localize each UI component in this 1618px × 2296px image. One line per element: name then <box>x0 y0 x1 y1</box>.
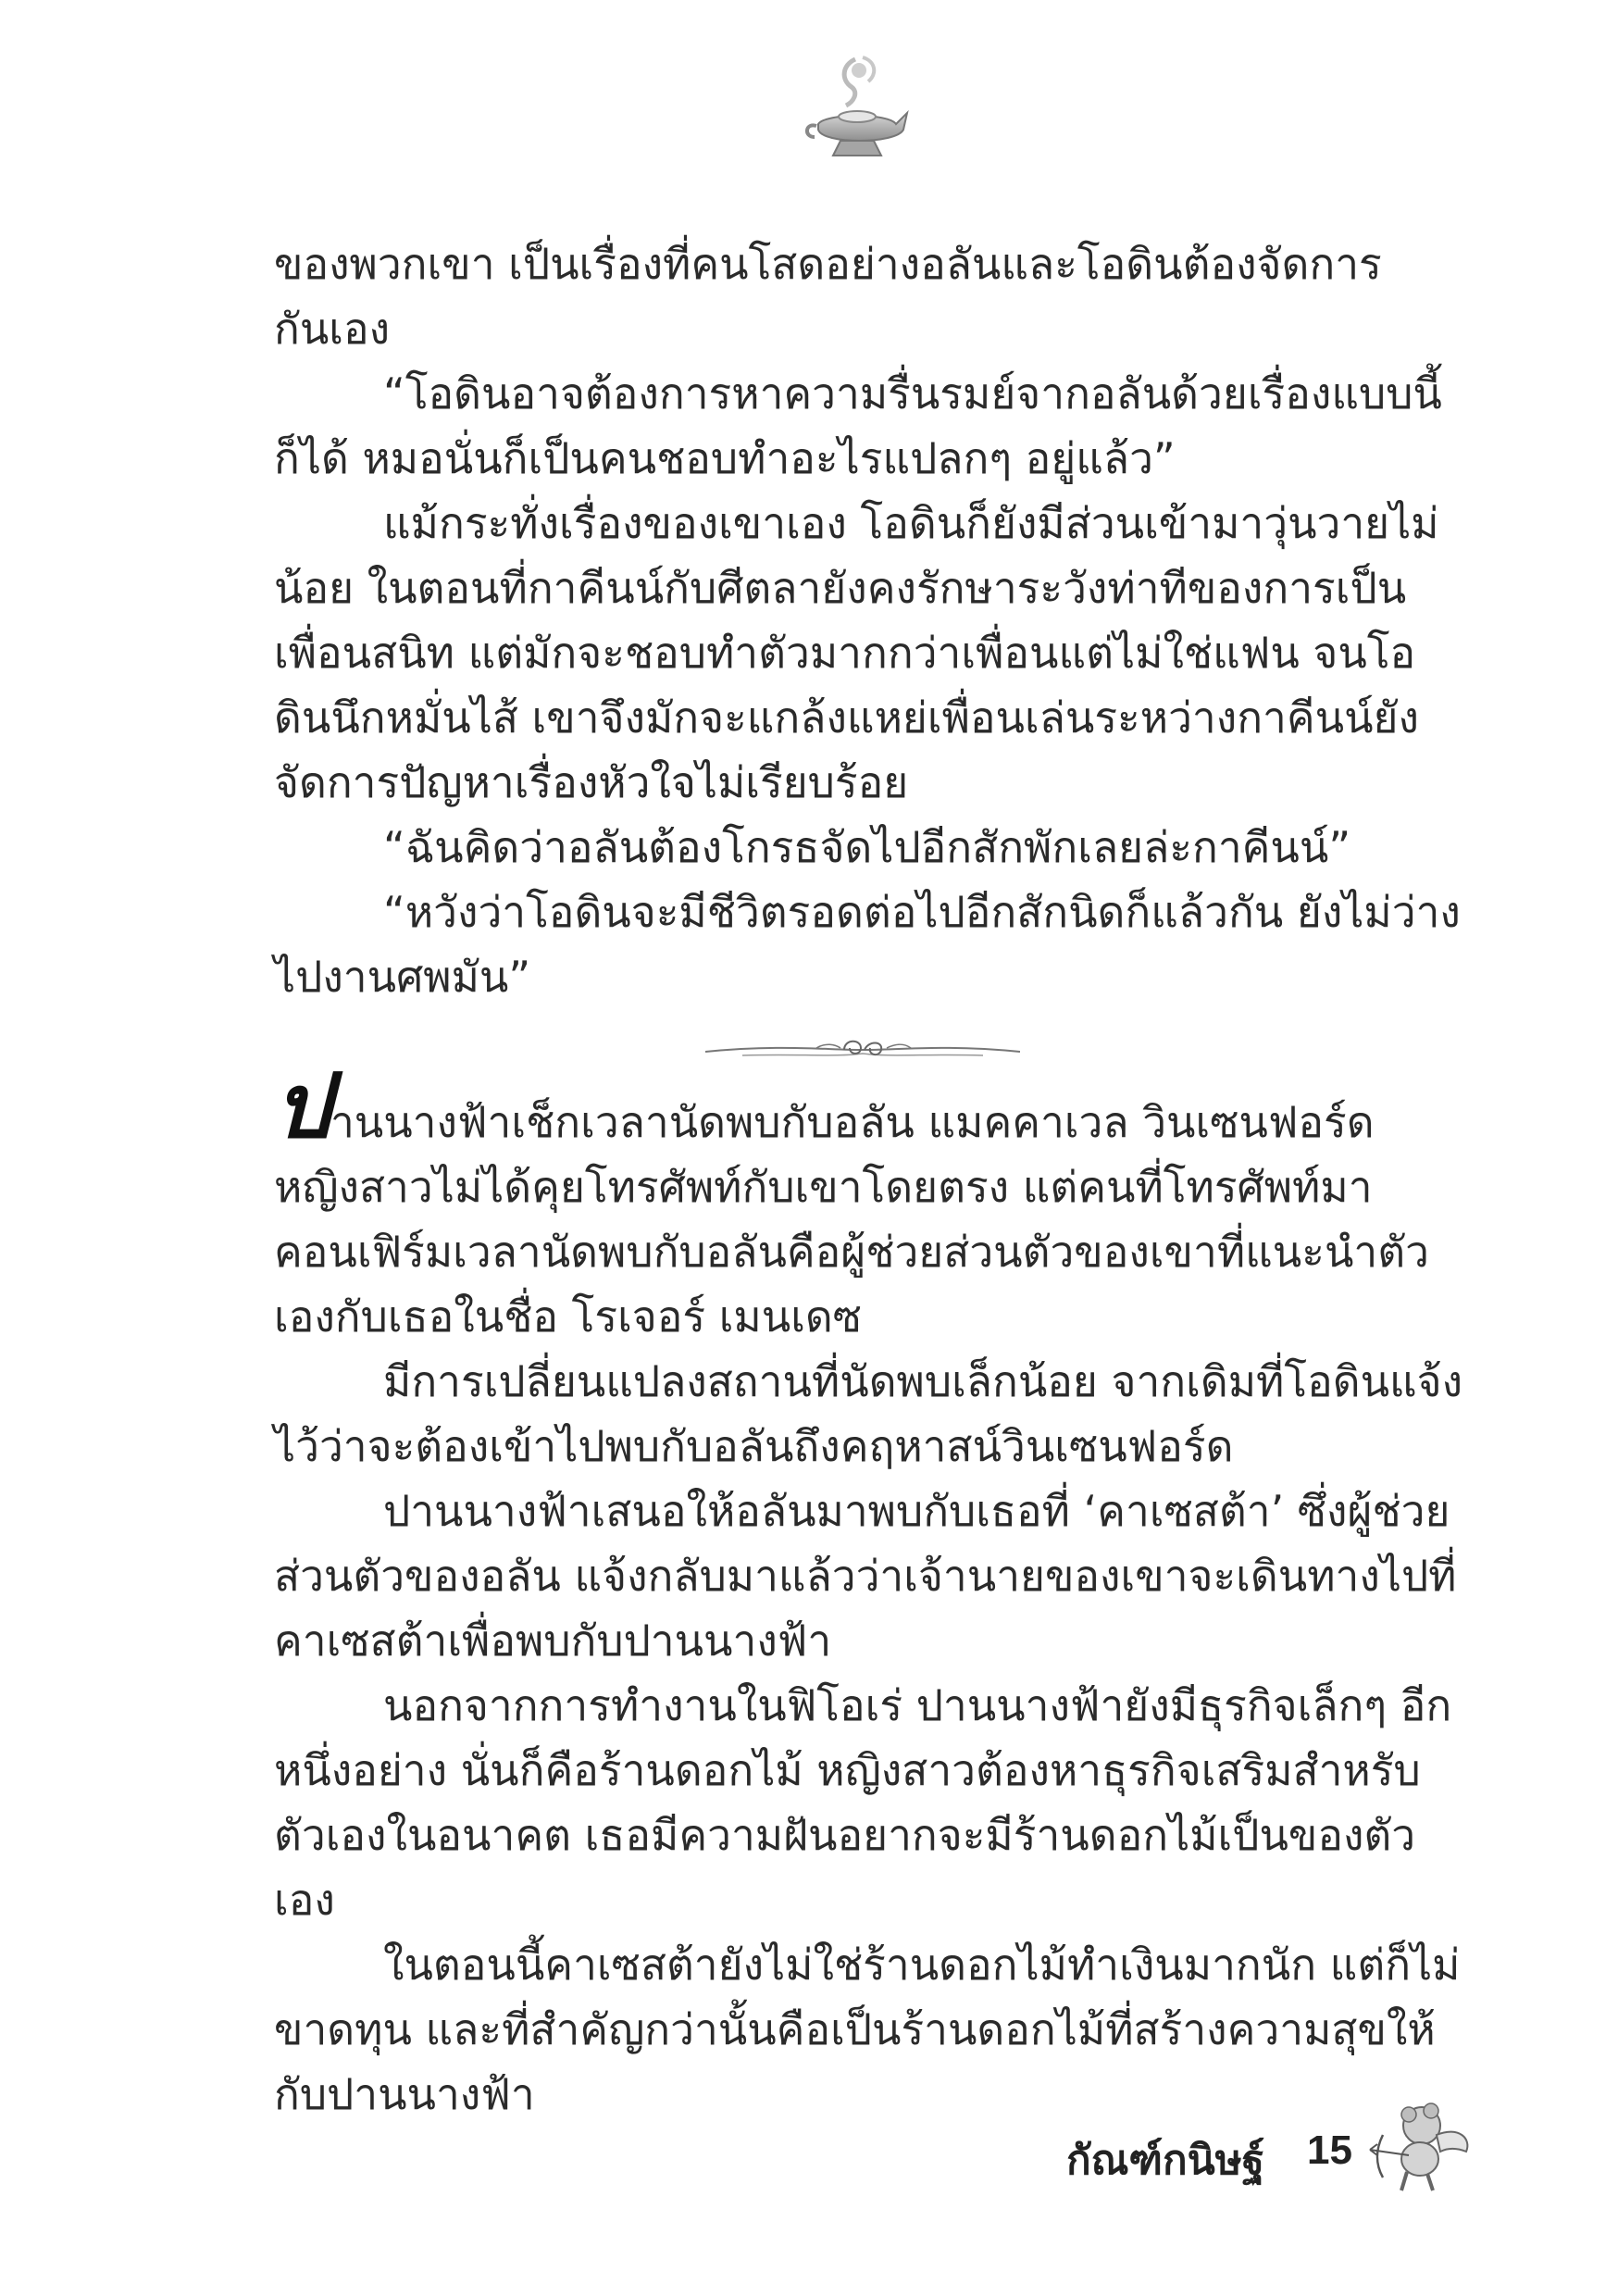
paragraph-first <box>274 1054 1464 1349</box>
page-footer <box>0 2098 1618 2209</box>
text-block-bottom <box>274 1054 1464 2127</box>
paragraph-first-text: านนางฟ้าเช็กเวลานัดพบกับอลัน แมคคาเวล วินเซนฟอร์ด หญิงสาวไม่ได้คุยโทรศัพท์กับเขาโดยตรง แต่คนที่โทรศัพท์มาคอนเฟิร์มเวลานัดพบกับอลันคือผู้ช่วยส่วนตัวของเขาที่แนะนำตัวเองกับเธอในชื่อ โรเจอร์ เมนเดซ <box>274 1097 1429 1341</box>
paragraph: “ฉันคิดว่าอลันต้องโกรธจัดไปอีกสักพักเลยล่ะกาคีนน์” <box>383 822 1351 872</box>
book-title: กัณฑ์กนิษฐ์ <box>1066 2137 1264 2184</box>
paragraph: “โอดินอาจต้องการหาความรื่นรมย์จากอลันด้วยเรื่องแบบนี้ก็ได้ หมอนั่นก็เป็นคนชอบทำอะไรแปลกๆ อยู่แล้ว” <box>274 368 1442 483</box>
paragraph: นอกจากการทำงานในฟิโอเร่ ปานนางฟ้ายังมีธุรกิจเล็กๆ อีกหนึ่งอย่าง นั่นก็คือร้านดอกไม้ หญิงสาวต้องหาธุรกิจเสริมสำหรับตัวเองในอนาคต เธอมีความฝันอยากจะมีร้านดอกไม้เป็นของตัวเอง <box>274 1680 1452 1925</box>
genie-lamp-icon <box>798 52 918 172</box>
drop-cap: ป <box>274 1054 330 1158</box>
page-number: 15 <box>1307 2128 1352 2173</box>
text-block-top <box>274 231 1464 1009</box>
paragraph: มีการเปลี่ยนแปลงสถานที่นัดพบเล็กน้อย จากเดิมที่โอดินแจ้งไว้ว่าจะต้องเข้าไปพบกับอลันถึงคฤหาสน์วินเซนฟอร์ด <box>274 1356 1463 1471</box>
paragraph: แม้กระทั่งเรื่องของเขาเอง โอดินก็ยังมีส่วนเข้ามาวุ่นวายไม่น้อย ในตอนที่กาคีนน์กับศีตลายังคงรักษาระวังท่าทีของการเป็นเพื่อนสนิท แต่มักจะชอบทำตัวมากกว่าเพื่อนแต่ไม่ใช่แฟน จนโอดินนึกหมั่นไส้ เขาจึงมักจะแกล้งแหย่เพื่อนเล่นระหว่างกาคีนน์ยังจัดการปัญหาเรื่องหัวใจไม่เรียบร้อย <box>274 498 1439 807</box>
flourish-divider-icon <box>705 1033 1020 1067</box>
cupid-icon <box>1366 2098 1475 2200</box>
paragraph: ปานนางฟ้าเสนอให้อลันมาพบกับเธอที่ ‘คาเซสต้า’ ซึ่งผู้ช่วยส่วนตัวของอลัน แจ้งกลับมาแล้วว่าเจ้านายของเขาจะเดินทางไปที่คาเซสต้าเพื่อพบกับปานนางฟ้า <box>274 1486 1457 1666</box>
paragraph: ในตอนนี้คาเซสต้ายังไม่ใช่ร้านดอกไม้ทำเงินมากนัก แต่ก็ไม่ขาดทุน และที่สำคัญกว่านั้นคือเป็นร้านดอกไม้ที่สร้างความสุขให้กับปานนางฟ้า <box>274 1940 1461 2119</box>
paragraph: ของพวกเขา เป็นเรื่องที่คนโสดอย่างอลันและโอดินต้องจัดการกันเอง <box>274 239 1382 354</box>
paragraph: “หวังว่าโอดินจะมีชีวิตรอดต่อไปอีกสักนิดก็แล้วกัน ยังไม่ว่างไปงานศพมัน” <box>274 887 1461 1002</box>
